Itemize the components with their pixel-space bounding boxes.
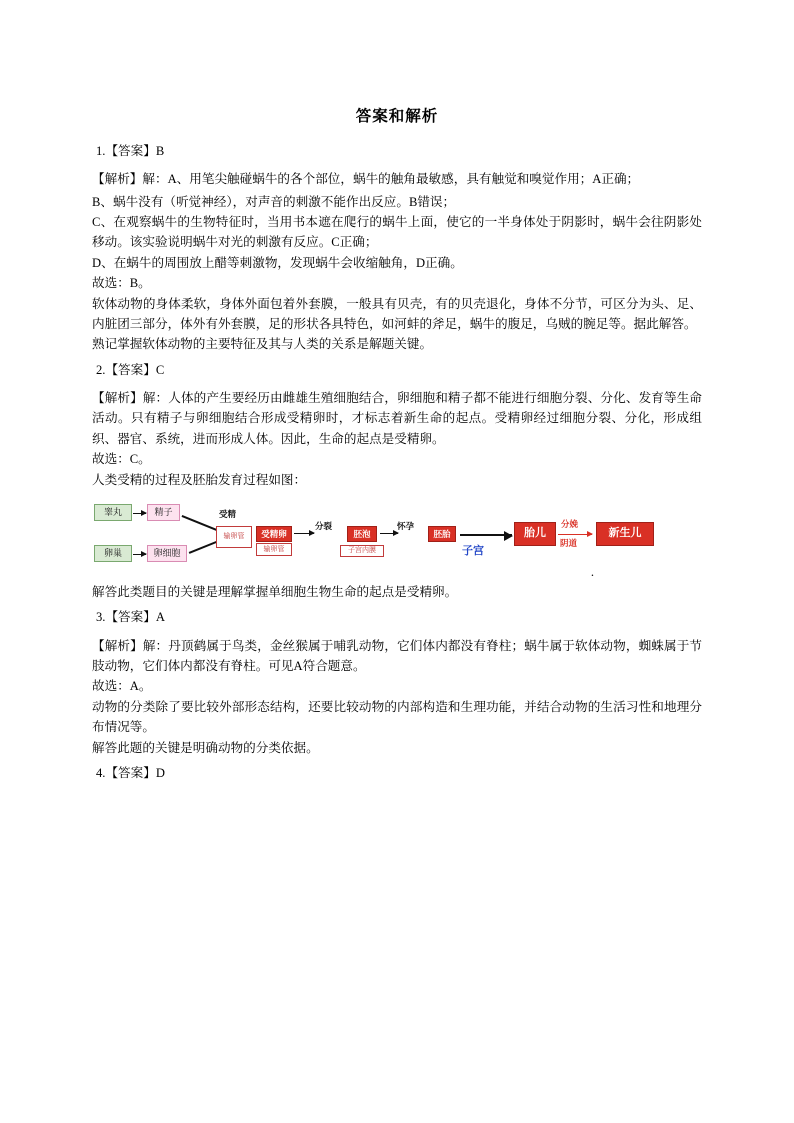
diagram-node-zygote: 受精卵 [256, 526, 292, 542]
explanation-1-line-3: C、在观察蜗牛的生物特征时，当用书本遮在爬行的蜗牛上面，使它的一半身体处于阴影时，蜗牛会往阴影处移动。该实验说明蜗牛对光的刺激有反应。C正确； [92, 215, 702, 250]
diagram-arrow-ovary-egg [133, 554, 146, 555]
explanation-1-analysis: 软体动物的身体柔软，身体外面包着外套膜，一般具有贝壳，有的贝壳退化，身体不分节，可区分为头、足、内脏团三部分，体外有外套膜，足的形状各具特色，如河蚌的斧足，蜗牛的腹足，乌贼的腕足等。据此解答。 [92, 296, 702, 331]
diagram-node-sperm: 精子 [147, 504, 180, 521]
explanation-1-key: 熟记掌握软体动物的主要特征及其与人类的关系是解题关键。 [92, 337, 433, 352]
explanation-2-key: 解答此类题目的关键是理解掌握单细胞生物生命的起点是受精卵。 [92, 584, 458, 599]
diagram-label-cleavage: 分裂 [315, 520, 333, 531]
diagram-node-egg: 卵细胞 [147, 545, 187, 562]
diagram-label-uterus: 子宫 [462, 544, 484, 557]
answer-label-4: 4.【答案】D [96, 765, 165, 780]
explanation-2-answer: 故选：C。 [92, 452, 151, 467]
answer-label-2: 2.【答案】C [96, 362, 165, 377]
explanation-1-line-1: 【解析】解：A、用笔尖触碰蜗牛的各个部位，蜗牛的触角最敏感，具有触觉和嗅觉作用；A正确； [92, 172, 640, 187]
diagram-arrow-testis-sperm [133, 513, 146, 514]
diagram-node-testis: 睾丸 [94, 504, 132, 521]
diagram-node-fetus: 胎儿 [514, 522, 556, 546]
diagram-arrow-embryo-fetus [460, 534, 512, 536]
diagram-label-vagina: 阴道 [560, 537, 578, 548]
diagram-node-embryo-ball: 胚泡 [347, 526, 377, 542]
answer-label-3: 3.【答案】A [96, 610, 165, 625]
diagram-label-pregnancy: 怀孕 [397, 520, 415, 531]
explanation-2-figure-intro: 人类受精的过程及胚胎发育过程如图： [92, 472, 307, 487]
trailing-period: . [590, 564, 594, 579]
explanation-3-analysis: 动物的分类除了要比较外部形态结构，还要比较动物的内部构造和生理功能，并结合动物的生活习性和地理分布情况等。 [92, 699, 702, 735]
diagram-label-delivery: 分娩 [561, 518, 579, 529]
explanation-3-key: 解答此题的关键是明确动物的分类依据。 [92, 740, 319, 755]
diagram-arrow-fetus-newborn [558, 534, 592, 535]
diagram-node-ovary: 卵巢 [94, 545, 132, 562]
document-content [92, 104, 702, 784]
diagram-arrow-zygote-cleavage [294, 533, 314, 534]
answer-label-1: 1.【答案】B [96, 144, 165, 158]
diagram-node-oviduct-2: 输卵管 [256, 543, 292, 556]
fertilization-development-diagram [94, 498, 642, 579]
diagram-node-oviduct-1: 输卵管 [216, 526, 252, 548]
diagram-arrow-embryoball-embryo [380, 533, 398, 534]
diagram-line-sperm-to-fert [182, 515, 220, 531]
explanation-1-line-2: B、蜗牛没有（听觉神经），对声音的刺激不能作出反应。B错误； [92, 194, 456, 209]
explanation-1-answer: 故选：B。 [92, 276, 151, 291]
diagram-label-fertilization: 受精 [219, 508, 237, 519]
explanation-1-line-4: D、在蜗牛的周围放上醋等刺激物，发现蜗牛会收缩触角，D正确。 [92, 255, 463, 270]
explanation-2-line-1: 【解析】解：人体的产生要经历由雌雄生殖细胞结合，卵细胞和精子都不能进行细胞分裂、分化、发育等生命活动。只有精子与卵细胞结合形成受精卵时，才标志着新生命的起点。受精卵经过细胞分裂、分化，形成组织、器官、系统，进而形成人体。因此，生命的起点是受精卵。 [92, 391, 702, 446]
diagram-node-endometrium: 子宫内膜 [340, 545, 384, 557]
page-title: 答案和解析 [355, 106, 439, 125]
explanation-3-answer: 故选：A。 [92, 679, 152, 694]
explanation-3-line-1: 【解析】解：丹顶鹤属于鸟类，金丝猴属于哺乳动物，它们体内都没有脊柱；蜗牛属于软体动物，蜘蛛属于节肢动物，它们体内都没有脊柱。可见A符合题意。 [92, 638, 702, 673]
diagram-node-newborn: 新生儿 [596, 522, 654, 546]
diagram-node-embryo: 胚胎 [428, 526, 456, 542]
